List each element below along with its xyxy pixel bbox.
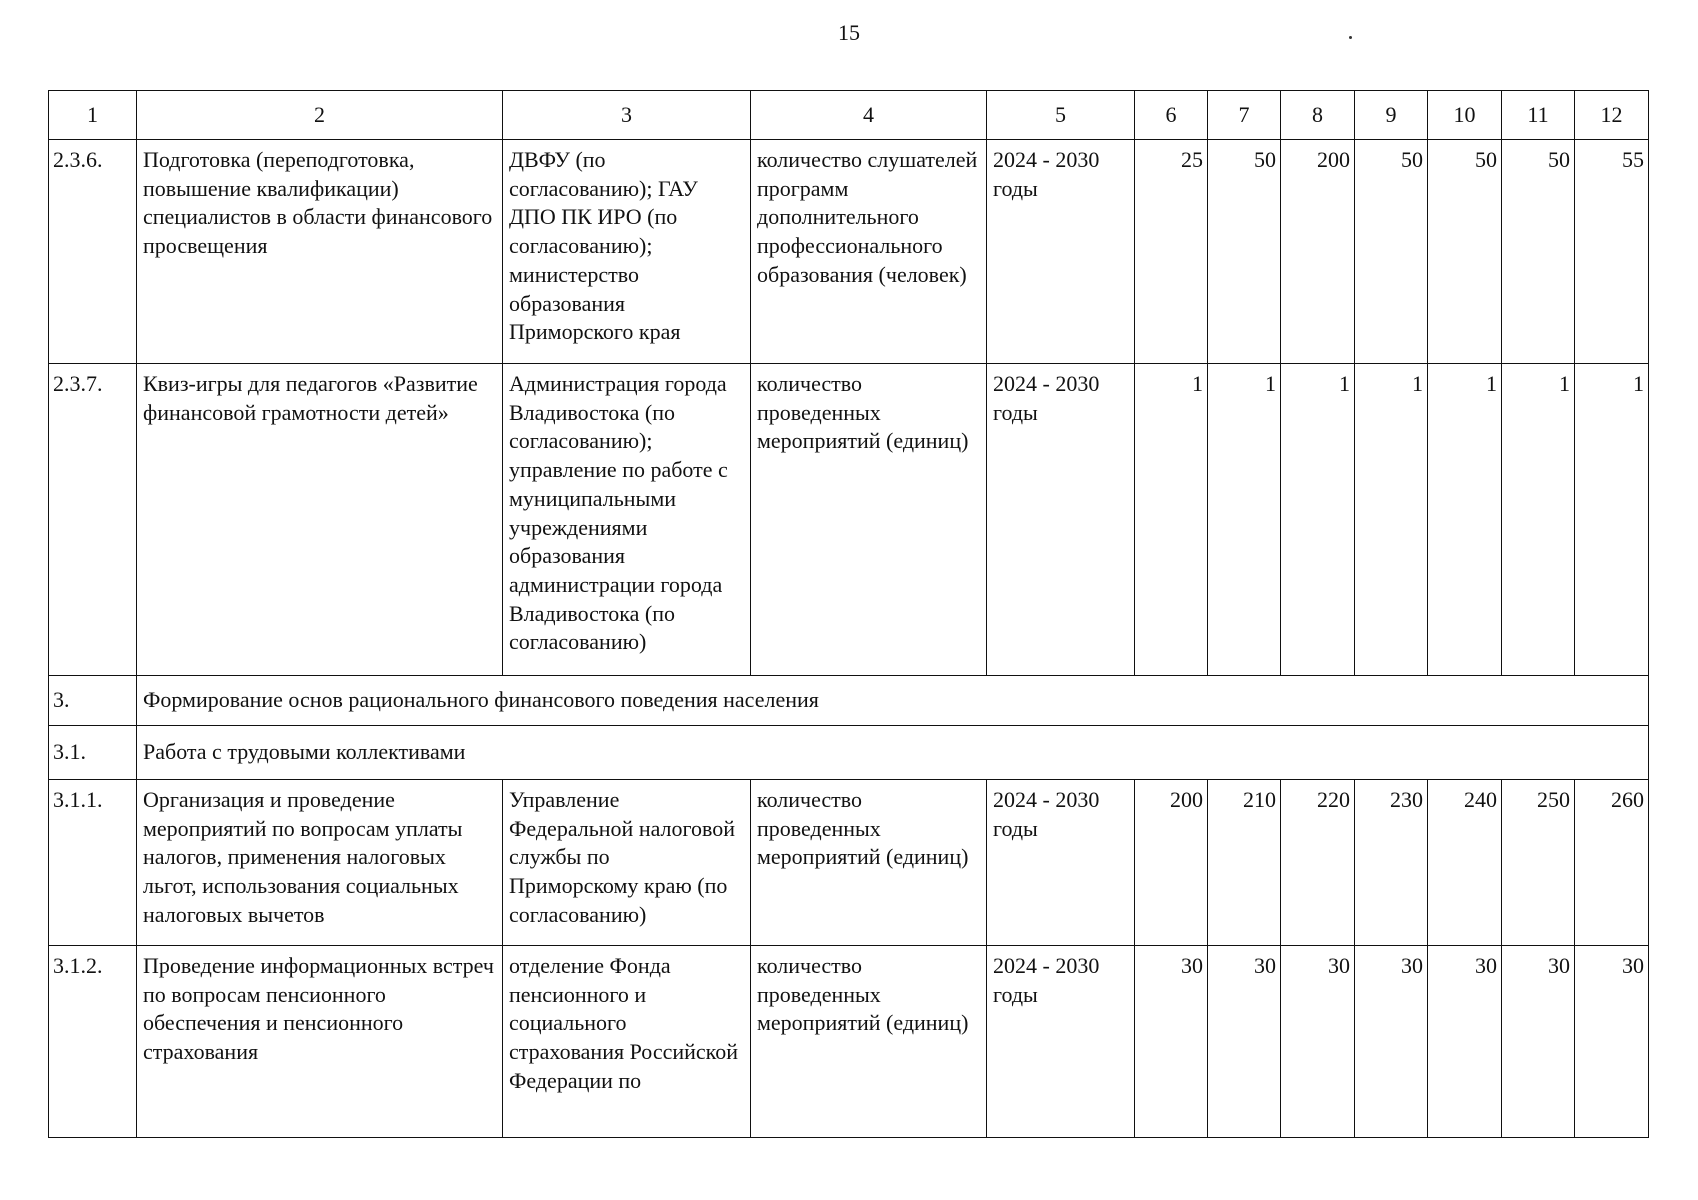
subsection-row [49,726,1649,780]
value-cell: 1 [1355,364,1428,676]
value-cell: 1 [1281,364,1355,676]
section-row [49,676,1649,726]
value-cell: 1 [1208,364,1281,676]
page-number: 15 [838,20,860,45]
header-cell: 8 [1281,91,1355,140]
item-indicator: количество проведенных мероприятий (единиц) [751,364,987,676]
item-name: Организация и проведение мероприятий по вопросам уплаты налогов, применения налоговых льгот, использования социальных налоговых вычетов [137,780,503,946]
item-period: 2024 - 2030 годы [987,946,1135,1138]
section-code: 3. [49,676,137,726]
header-cell: 7 [1208,91,1281,140]
value-cell: 1 [1575,364,1649,676]
value-cell: 50 [1428,140,1502,364]
value-cell: 30 [1281,946,1355,1138]
value-cell: 240 [1428,780,1502,946]
item-indicator: количество слушателей программ дополнительного профессионального образования (человек) [751,140,987,364]
value-cell: 230 [1355,780,1428,946]
value-cell: 210 [1208,780,1281,946]
item-executor: ДВФУ (по согласованию); ГАУ ДПО ПК ИРО (по согласованию); министерство образования Приморского края [503,140,751,364]
header-cell: 1 [49,91,137,140]
header-cell: 3 [503,91,751,140]
value-cell: 30 [1135,946,1208,1138]
item-period: 2024 - 2030 годы [987,364,1135,676]
item-code: 2.3.6. [49,140,137,364]
item-period: 2024 - 2030 годы [987,140,1135,364]
measures-table [48,90,1649,1138]
section-title: Работа с трудовыми коллективами [137,726,1649,780]
value-cell: 30 [1428,946,1502,1138]
item-name: Квиз-игры для педагогов «Развитие финансовой грамотности детей» [137,364,503,676]
header-cell: 2 [137,91,503,140]
value-cell: 30 [1502,946,1575,1138]
item-name: Проведение информационных встреч по вопросам пенсионного обеспечения и пенсионного страхования [137,946,503,1138]
value-cell: 50 [1208,140,1281,364]
header-cell: 11 [1502,91,1575,140]
item-indicator: количество проведенных мероприятий (единиц) [751,780,987,946]
item-executor: Администрация города Владивостока (по согласованию); управление по работе с муниципальными учреждениями образования администрации города Владивостока (по согласованию) [503,364,751,676]
header-cell: 10 [1428,91,1502,140]
value-cell: 1 [1502,364,1575,676]
value-cell: 55 [1575,140,1649,364]
item-code: 3.1.1. [49,780,137,946]
table-row [49,364,1649,676]
value-cell: 50 [1502,140,1575,364]
value-cell: 25 [1135,140,1208,364]
value-cell: 30 [1208,946,1281,1138]
item-code: 2.3.7. [49,364,137,676]
header-cell: 4 [751,91,987,140]
value-cell: 50 [1355,140,1428,364]
value-cell: 220 [1281,780,1355,946]
value-cell: 30 [1575,946,1649,1138]
item-executor: Управление Федеральной налоговой службы по Приморскому краю (по согласованию) [503,780,751,946]
header-cell: 6 [1135,91,1208,140]
value-cell: 260 [1575,780,1649,946]
item-period: 2024 - 2030 годы [987,780,1135,946]
column-number-header-row [49,91,1649,140]
item-executor: отделение Фонда пенсионного и социального страхования Российской Федерации по [503,946,751,1138]
scan-speck [1349,36,1352,39]
item-code: 3.1.2. [49,946,137,1138]
table-row [49,780,1649,946]
item-indicator: количество проведенных мероприятий (единиц) [751,946,987,1138]
header-cell: 9 [1355,91,1428,140]
table-row [49,140,1649,364]
value-cell: 200 [1281,140,1355,364]
value-cell: 1 [1428,364,1502,676]
value-cell: 250 [1502,780,1575,946]
header-cell: 12 [1575,91,1649,140]
value-cell: 30 [1355,946,1428,1138]
section-code: 3.1. [49,726,137,780]
value-cell: 1 [1135,364,1208,676]
value-cell: 200 [1135,780,1208,946]
table-row [49,946,1649,1138]
section-title: Формирование основ рационального финансового поведения населения [137,676,1649,726]
header-cell: 5 [987,91,1135,140]
item-name: Подготовка (переподготовка, повышение квалификации) специалистов в области финансового просвещения [137,140,503,364]
